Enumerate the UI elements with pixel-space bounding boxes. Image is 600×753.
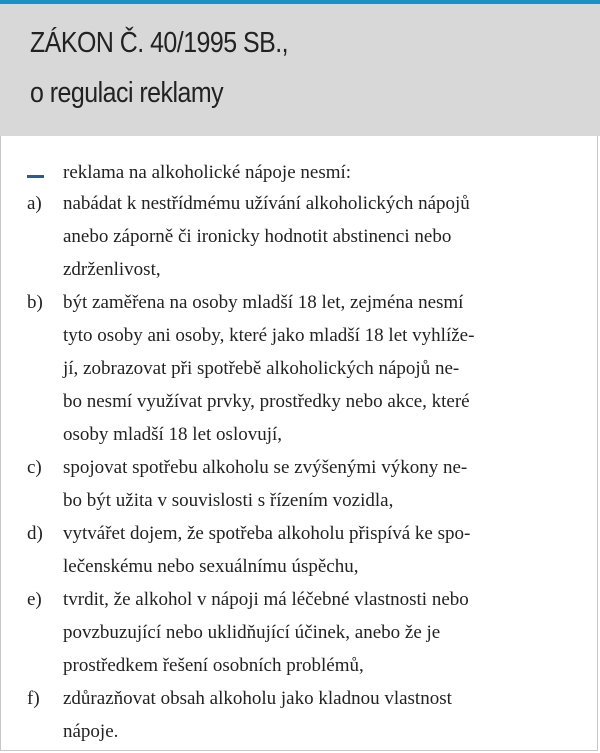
item-line: prostředkem řešení osobních problémů, bbox=[63, 655, 364, 676]
item-line: spojovat spotřebu alkoholu se zvýšenými výkony ne- bbox=[63, 457, 468, 478]
header-panel bbox=[0, 4, 600, 136]
item-letter: e) bbox=[27, 589, 42, 610]
item-line: jí, zobrazovat při spotřebě alkoholických nápojů ne- bbox=[63, 358, 460, 379]
item-line: tvrdit, že alkohol v nápoji má léčebné vlastnosti nebo bbox=[63, 589, 469, 610]
item-letter: a) bbox=[27, 193, 42, 214]
item-line: nápoje. bbox=[63, 721, 119, 742]
page-title: ZÁKON Č. 40/1995 SB., bbox=[30, 27, 289, 59]
item-letter: d) bbox=[27, 523, 43, 544]
item-line: být zaměřena na osoby mladší 18 let, zejména nesmí bbox=[63, 292, 464, 313]
item-line: anebo záporně či ironicky hodnotit abstinenci nebo bbox=[63, 226, 452, 247]
item-line: zdrženlivost, bbox=[63, 259, 161, 280]
item-line: povzbuzující nebo uklidňující účinek, anebo že je bbox=[63, 622, 441, 643]
dash-bullet bbox=[27, 175, 44, 178]
item-line: nabádat k nestřídmému užívání alkoholických nápojů bbox=[63, 193, 470, 214]
intro-text: reklama na alkoholické nápoje nesmí: bbox=[63, 162, 352, 183]
intro-row bbox=[0, 160, 600, 190]
item-line: tyto osoby ani osoby, které jako mladší 18 let vyhlíže- bbox=[63, 325, 475, 346]
item-letter: c) bbox=[27, 457, 42, 478]
item-line: osoby mladší 18 let oslovují, bbox=[63, 424, 283, 445]
item-line: bo být užita v souvislosti s řízením vozidla, bbox=[63, 490, 394, 511]
page-subtitle: o regulaci reklamy bbox=[30, 77, 224, 109]
item-letter: b) bbox=[27, 292, 43, 313]
item-line: bo nesmí využívat prvky, prostředky nebo akce, které bbox=[63, 391, 470, 412]
item-line: lečenskému nebo sexuálnímu úspěchu, bbox=[63, 556, 359, 577]
item-letter: f) bbox=[27, 688, 40, 709]
item-line: vytvářet dojem, že spotřeba alkoholu přispívá ke spo- bbox=[63, 523, 471, 544]
item-line: zdůrazňovat obsah alkoholu jako kladnou vlastnost bbox=[63, 688, 452, 709]
